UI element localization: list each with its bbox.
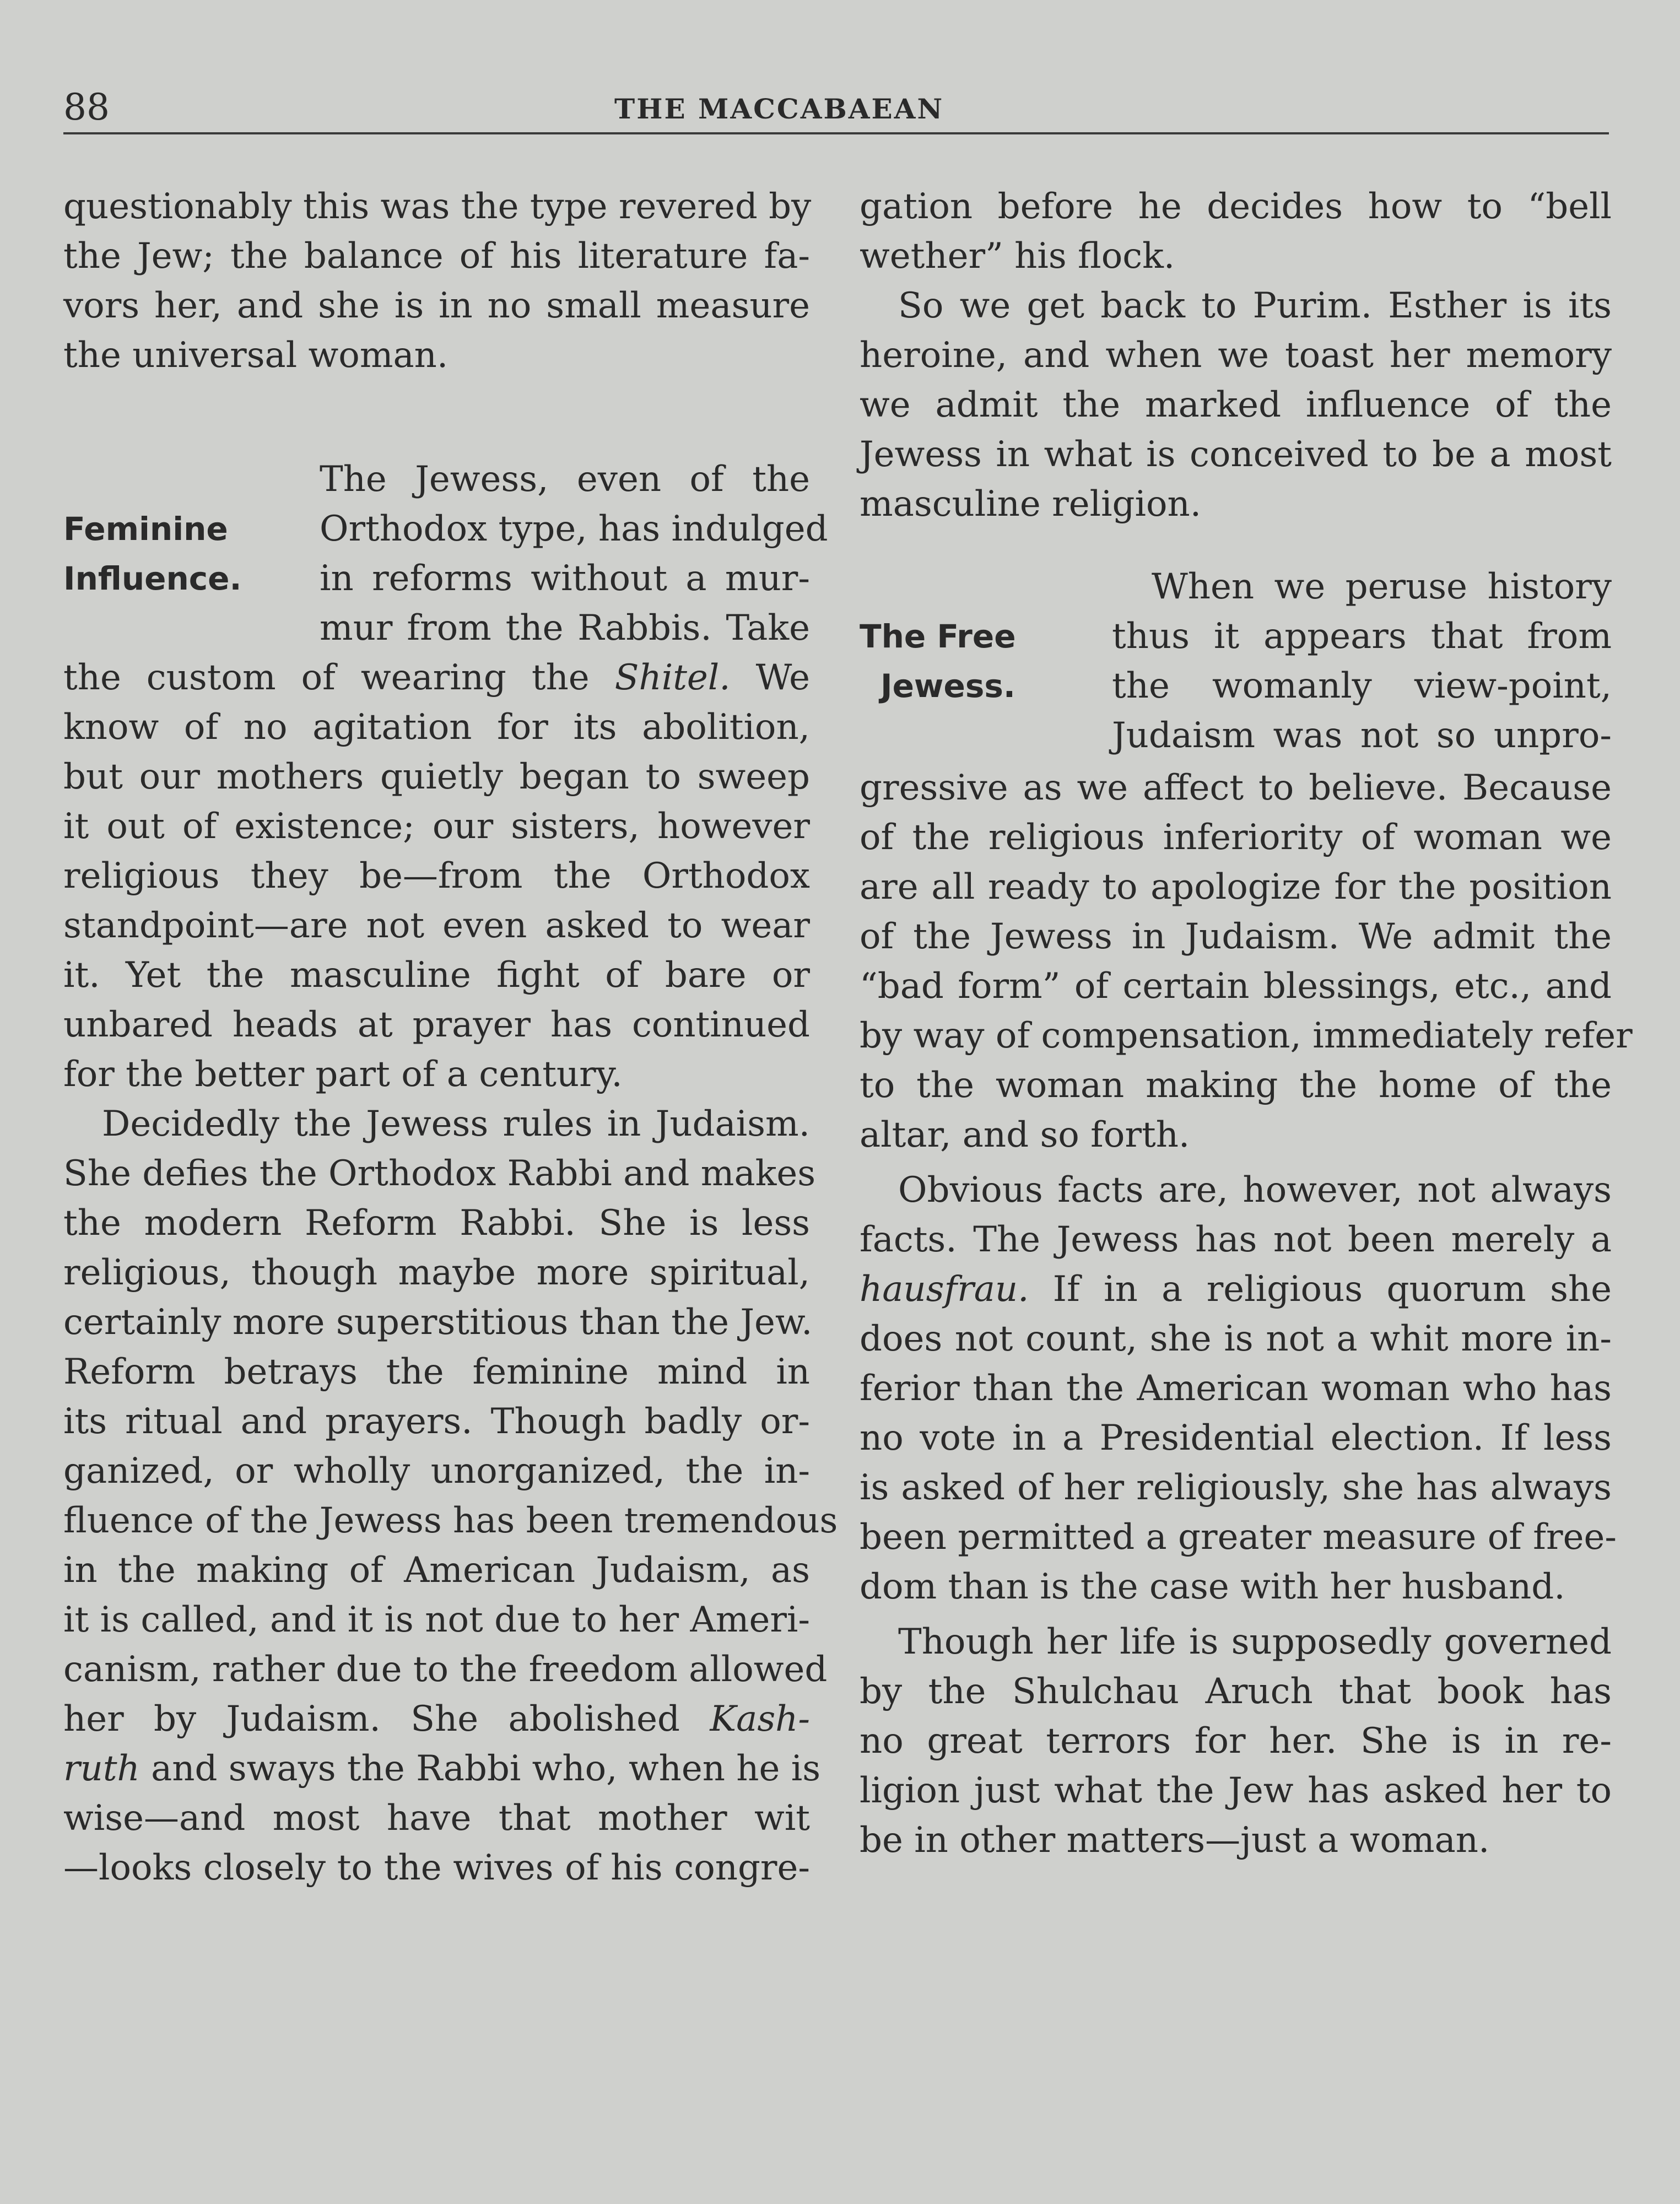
text-line: of the Jewess in Judaism. We admit the [860, 916, 1612, 957]
text-line: ligion just what the Jew has asked her to [860, 1770, 1612, 1811]
page-header [63, 83, 1606, 138]
text-line: does not count, she is not a whit more in- [860, 1319, 1612, 1359]
text-line: questionably this was the type revered by [63, 186, 812, 227]
text-line: no great terrors for her. She is in re- [860, 1721, 1612, 1762]
text-line: thus it appears that from [1112, 616, 1612, 657]
sidenote-feminine-influence-line2: Influence. [63, 560, 242, 597]
text-line: her by Judaism. She abolished Kash- [63, 1699, 810, 1740]
text-line: in the making of American Judaism, as [63, 1550, 810, 1591]
italic-word: Shitel. [614, 657, 731, 698]
text-line: mur from the Rabbis. Take [320, 608, 810, 649]
text-line: of the religious inferiority of woman we [860, 817, 1612, 858]
italic-word: hausfrau. [860, 1269, 1029, 1310]
text-line: Orthodox type, has indulged [320, 509, 828, 549]
text-line: Reform betrays the feminine mind in [63, 1352, 810, 1392]
text-line: are all ready to apologize for the position [860, 867, 1612, 907]
text-line: its ritual and prayers. Though badly or- [63, 1401, 810, 1442]
text-line: the universal woman. [63, 335, 449, 376]
text-line: is asked of her religiously, she has always [860, 1467, 1612, 1508]
text-line: heroine, and when we toast her memory [860, 335, 1612, 376]
italic-word: ruth [63, 1748, 140, 1789]
text-line: it out of existence; our sisters, however [63, 806, 810, 847]
text-line: gressive as we affect to believe. Because [860, 768, 1612, 808]
text-line: hausfrau. If in a religious quorum she [860, 1269, 1612, 1310]
text-line: the custom of wearing the Shitel. We [63, 657, 811, 698]
sidenote-free-jewess-line2: Jewess. [880, 667, 1015, 705]
text-line: for the better part of a century. [63, 1054, 623, 1095]
text-line: masculine religion. [860, 484, 1202, 525]
text-line: in reforms without a mur- [320, 558, 810, 599]
text-line: unbared heads at prayer has continued [63, 1004, 810, 1045]
text-line: by the Shulchau Aruch that book has [860, 1671, 1612, 1712]
text-line: vors her, and she is in no small measure [63, 285, 810, 326]
text-line: it. Yet the masculine fight of bare or [63, 955, 810, 996]
text-line: know of no agitation for its abolition, [63, 707, 810, 748]
text-line: ferior than the American woman who has [860, 1368, 1612, 1409]
text-line: but our mothers quietly began to sweep [63, 757, 810, 797]
text-line: facts. The Jewess has not been merely a [860, 1219, 1612, 1260]
text-line: wise—and most have that mother wit [63, 1798, 810, 1839]
text-line: certainly more superstitious than the Jew. [63, 1302, 813, 1343]
text-line: the modern Reform Rabbi. She is less [63, 1203, 810, 1244]
text-line: the Jew; the balance of his literature fa- [63, 236, 810, 277]
text-line: Judaism was not so unpro- [1112, 715, 1612, 756]
text-line: be in other matters—just a woman. [860, 1820, 1490, 1861]
text-line: Decidedly the Jewess rules in Judaism. [102, 1104, 810, 1144]
text-line: standpoint—are not even asked to wear [63, 905, 810, 946]
text-line: ganized, or wholly unorganized, the in- [63, 1451, 810, 1492]
text-line: it is called, and it is not due to her Ameri- [63, 1600, 810, 1640]
text-line: —looks closely to the wives of his congre- [63, 1848, 810, 1888]
text-line: She defies the Orthodox Rabbi and makes [63, 1153, 816, 1194]
text-line: altar, and so forth. [860, 1115, 1190, 1155]
text-line: So we get back to Purim. Esther is its [898, 285, 1612, 326]
page-number: 88 [63, 86, 110, 128]
text-line: ruth and sways the Rabbi who, when he is [63, 1748, 821, 1789]
text-line: been permitted a greater measure of free- [860, 1517, 1617, 1558]
text-line: the womanly view-point, [1112, 666, 1612, 706]
text-line: we admit the marked influence of the [860, 385, 1612, 425]
text-line: Obvious facts are, however, not always [898, 1170, 1612, 1211]
text-line: religious they be—from the Orthodox [63, 856, 810, 896]
text-line: gation before he decides how to “bell [860, 186, 1612, 227]
text-line: dom than is the case with her husband. [860, 1566, 1565, 1607]
text-line: fluence of the Jewess has been tremendous [63, 1500, 838, 1541]
text-line: When we peruse history [1152, 566, 1612, 607]
italic-word: Kash- [710, 1699, 810, 1740]
text-line: The Jewess, even of the [320, 459, 810, 500]
text-line: religious, though maybe more spiritual, [63, 1252, 810, 1293]
text-line: to the woman making the home of the [860, 1065, 1612, 1106]
text-line: by way of compensation, immediately refer [860, 1015, 1633, 1056]
text-line: canism, rather due to the freedom allowed [63, 1649, 828, 1690]
text-line: Though her life is supposedly governed [898, 1622, 1612, 1662]
sidenote-free-jewess-line1: The Free [860, 618, 1016, 655]
text-line: “bad form” of certain blessings, etc., and [860, 966, 1612, 1007]
text-line: wether” his flock. [860, 236, 1175, 277]
text-line: Jewess in what is conceived to be a most [860, 434, 1612, 475]
running-title: THE MACCABAEAN [614, 93, 944, 125]
sidenote-feminine-influence-line1: Feminine [63, 510, 228, 548]
text-line: no vote in a Presidential election. If less [860, 1418, 1612, 1458]
header-rule [63, 132, 1609, 134]
